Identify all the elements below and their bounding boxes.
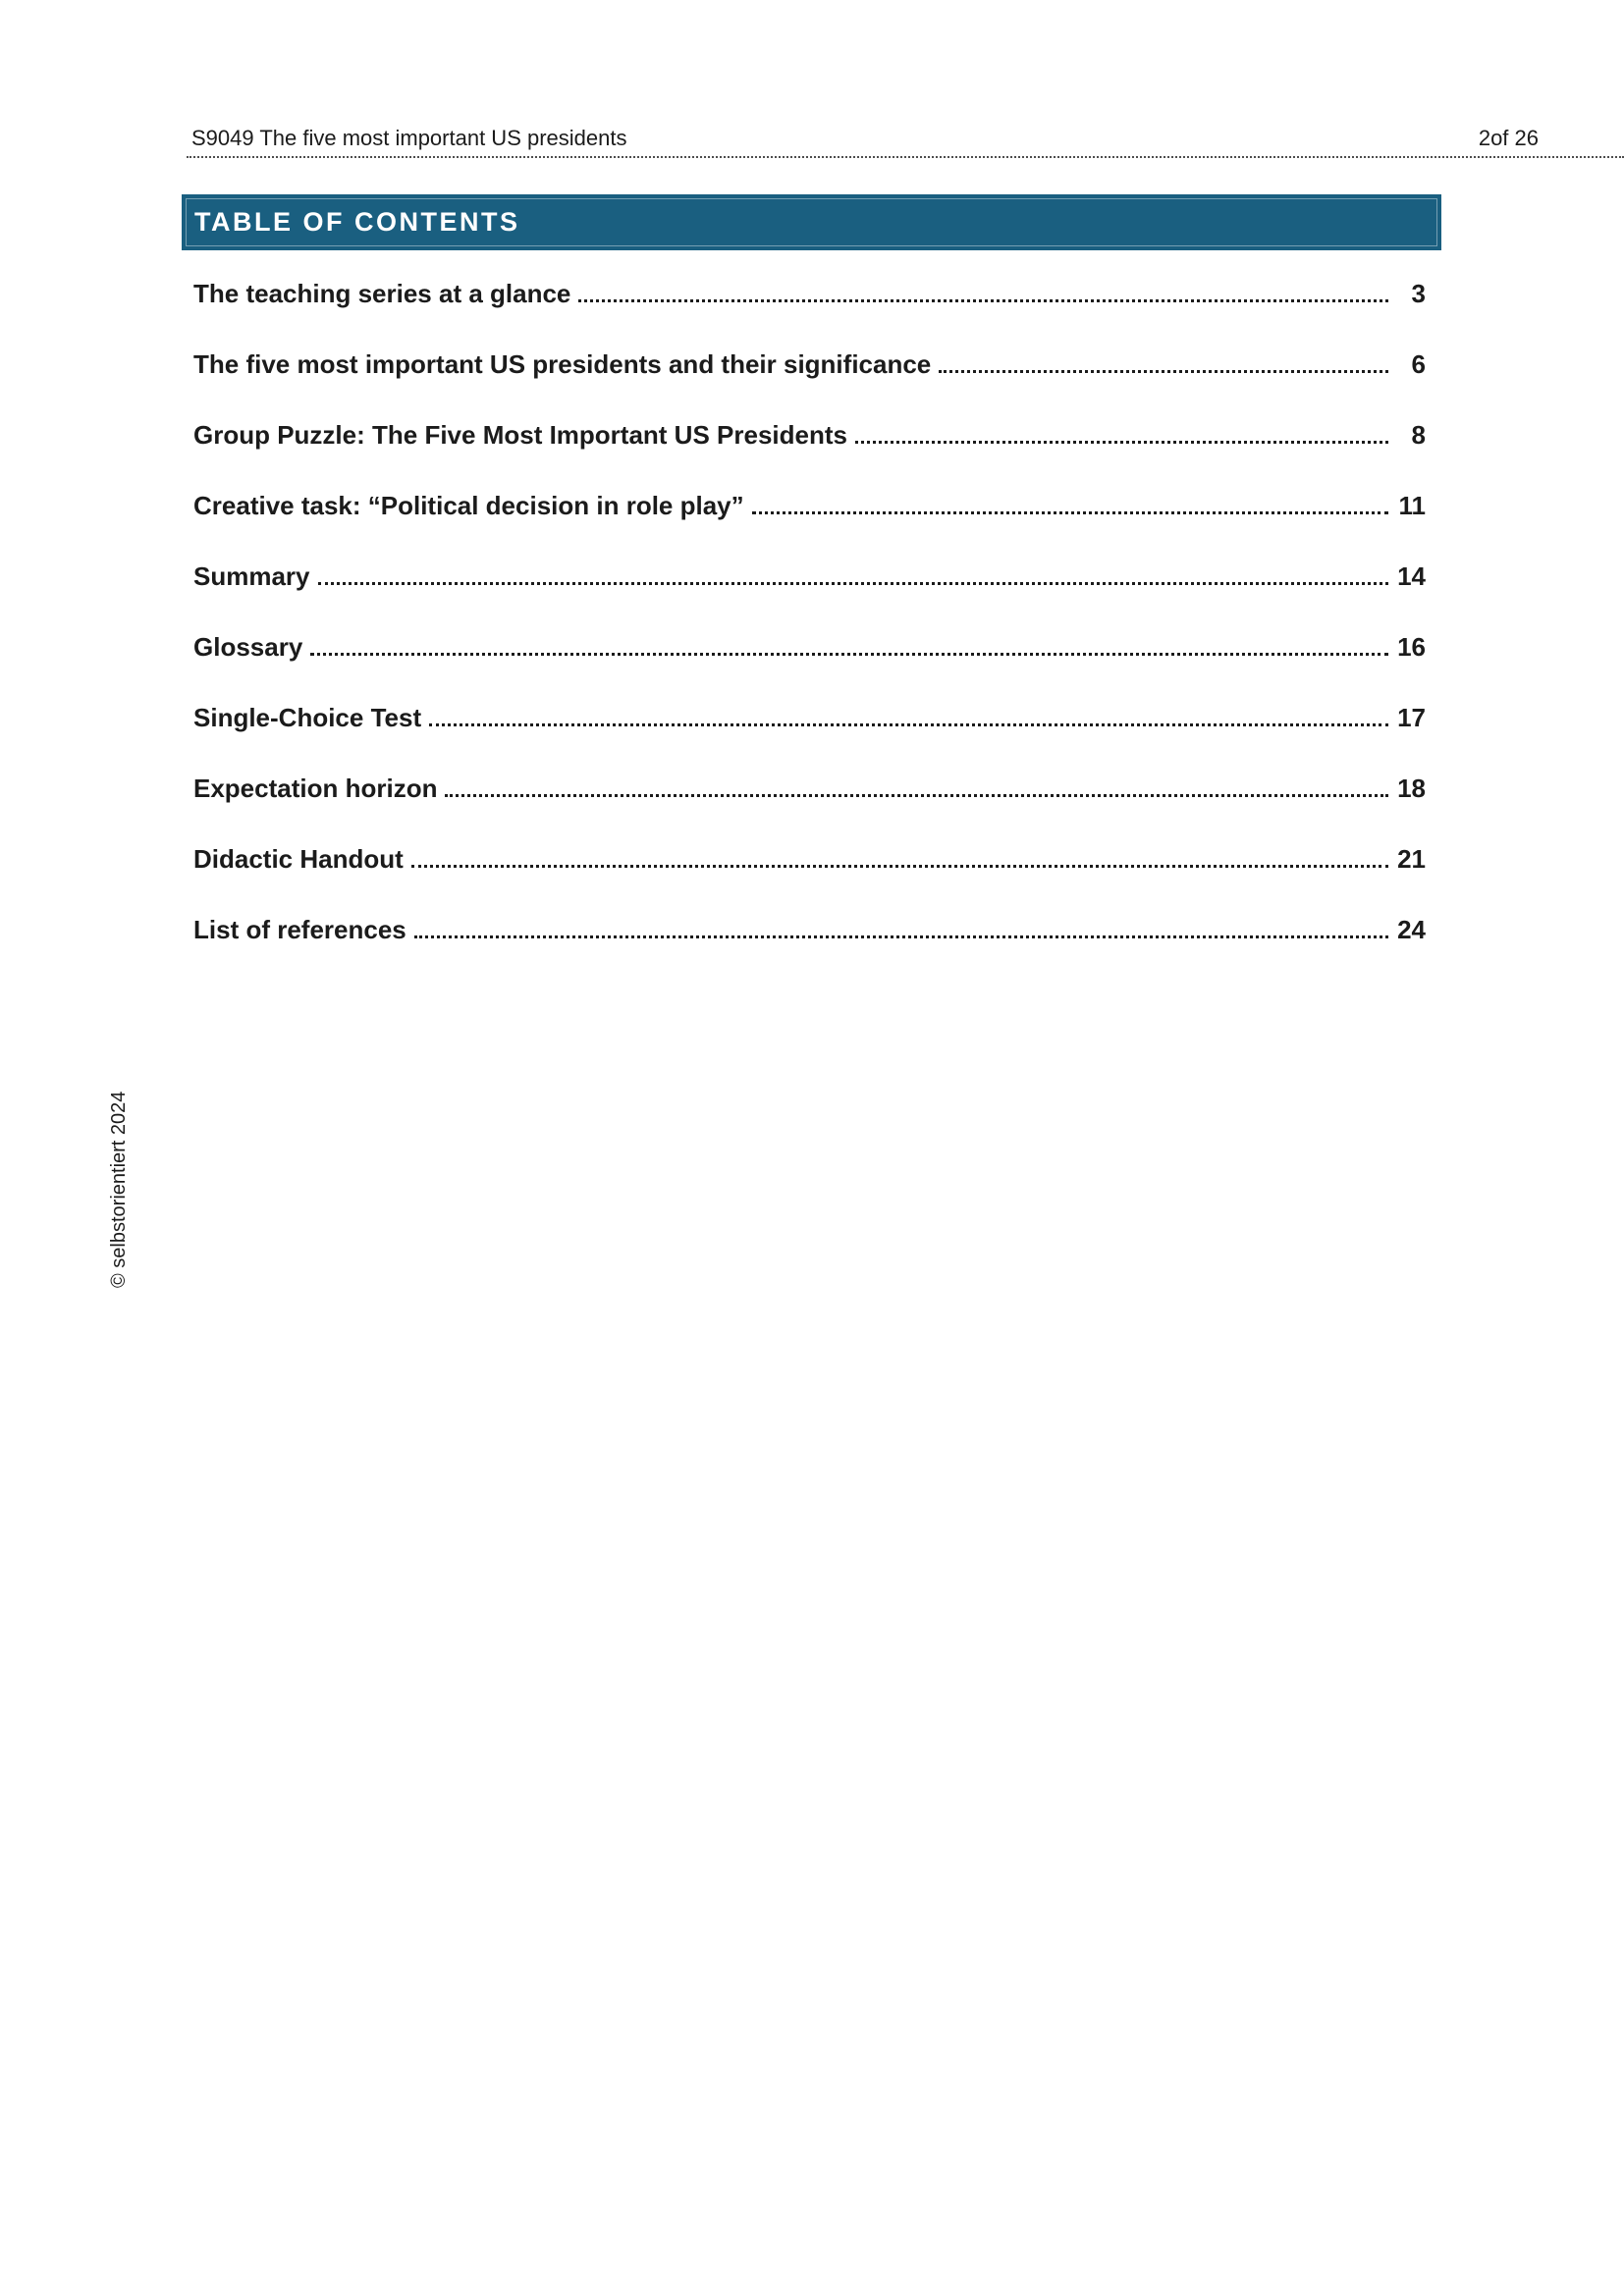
toc-title-bar xyxy=(182,194,1441,250)
toc-leader-dots xyxy=(429,723,1388,726)
header-page-indicator: 2of 26 xyxy=(1478,126,1539,150)
toc-entry-label: Summary xyxy=(193,561,310,591)
toc-leader-dots xyxy=(310,653,1388,656)
toc-entry-label: Group Puzzle: The Five Most Important US Presidents xyxy=(193,420,847,450)
toc-leader-dots xyxy=(855,441,1388,444)
toc-entry-page-number: 21 xyxy=(1397,844,1426,874)
toc-entry[interactable] xyxy=(193,915,1426,944)
toc-entry[interactable] xyxy=(193,420,1426,450)
toc-leader-dots xyxy=(445,794,1388,797)
toc-entry-label: Expectation horizon xyxy=(193,774,438,803)
toc-entry[interactable] xyxy=(193,561,1426,591)
toc-entry-page-number: 11 xyxy=(1398,491,1426,520)
toc-leader-dots xyxy=(318,582,1389,585)
toc-entry-label: Didactic Handout xyxy=(193,844,404,874)
toc-entry[interactable] xyxy=(193,703,1426,732)
toc-entry-label: Single-Choice Test xyxy=(193,703,422,732)
toc-entry-label: List of references xyxy=(193,915,406,944)
toc-entry-page-number: 18 xyxy=(1397,774,1426,803)
toc-entry[interactable] xyxy=(193,349,1426,379)
header-divider xyxy=(187,156,1624,158)
toc-entry-page-number: 8 xyxy=(1411,420,1426,450)
toc-entry-label: The teaching series at a glance xyxy=(193,279,571,308)
toc-entry[interactable] xyxy=(193,844,1426,874)
toc-entry-page-number: 6 xyxy=(1411,349,1426,379)
toc-leader-dots xyxy=(411,865,1388,868)
toc-leader-dots xyxy=(752,511,1388,514)
toc-entry[interactable] xyxy=(193,632,1426,662)
toc-entry[interactable] xyxy=(193,491,1426,520)
toc-entry-label: The five most important US presidents and their significance xyxy=(193,349,932,379)
toc-entry-page-number: 14 xyxy=(1397,561,1426,591)
toc-leader-dots xyxy=(939,370,1388,373)
toc-entry-page-number: 16 xyxy=(1397,632,1426,662)
header-doc-title: S9049 The five most important US presidents xyxy=(191,126,627,150)
toc-entry-label: Glossary xyxy=(193,632,303,662)
toc-entry-label: Creative task: “Political decision in role play” xyxy=(193,491,744,520)
toc-entry-page-number: 17 xyxy=(1397,703,1426,732)
page-header xyxy=(191,126,1539,151)
toc-entry-page-number: 3 xyxy=(1411,279,1426,308)
toc-entry[interactable] xyxy=(193,774,1426,803)
toc-leader-dots xyxy=(578,299,1388,302)
toc-leader-dots xyxy=(414,935,1388,938)
copyright-vertical-label: © selbstorientiert 2024 xyxy=(108,1091,130,1288)
toc-entry-page-number: 24 xyxy=(1397,915,1426,944)
toc-list xyxy=(193,279,1426,986)
toc-title: TABLE OF CONTENTS xyxy=(194,207,520,237)
toc-entry[interactable] xyxy=(193,279,1426,308)
